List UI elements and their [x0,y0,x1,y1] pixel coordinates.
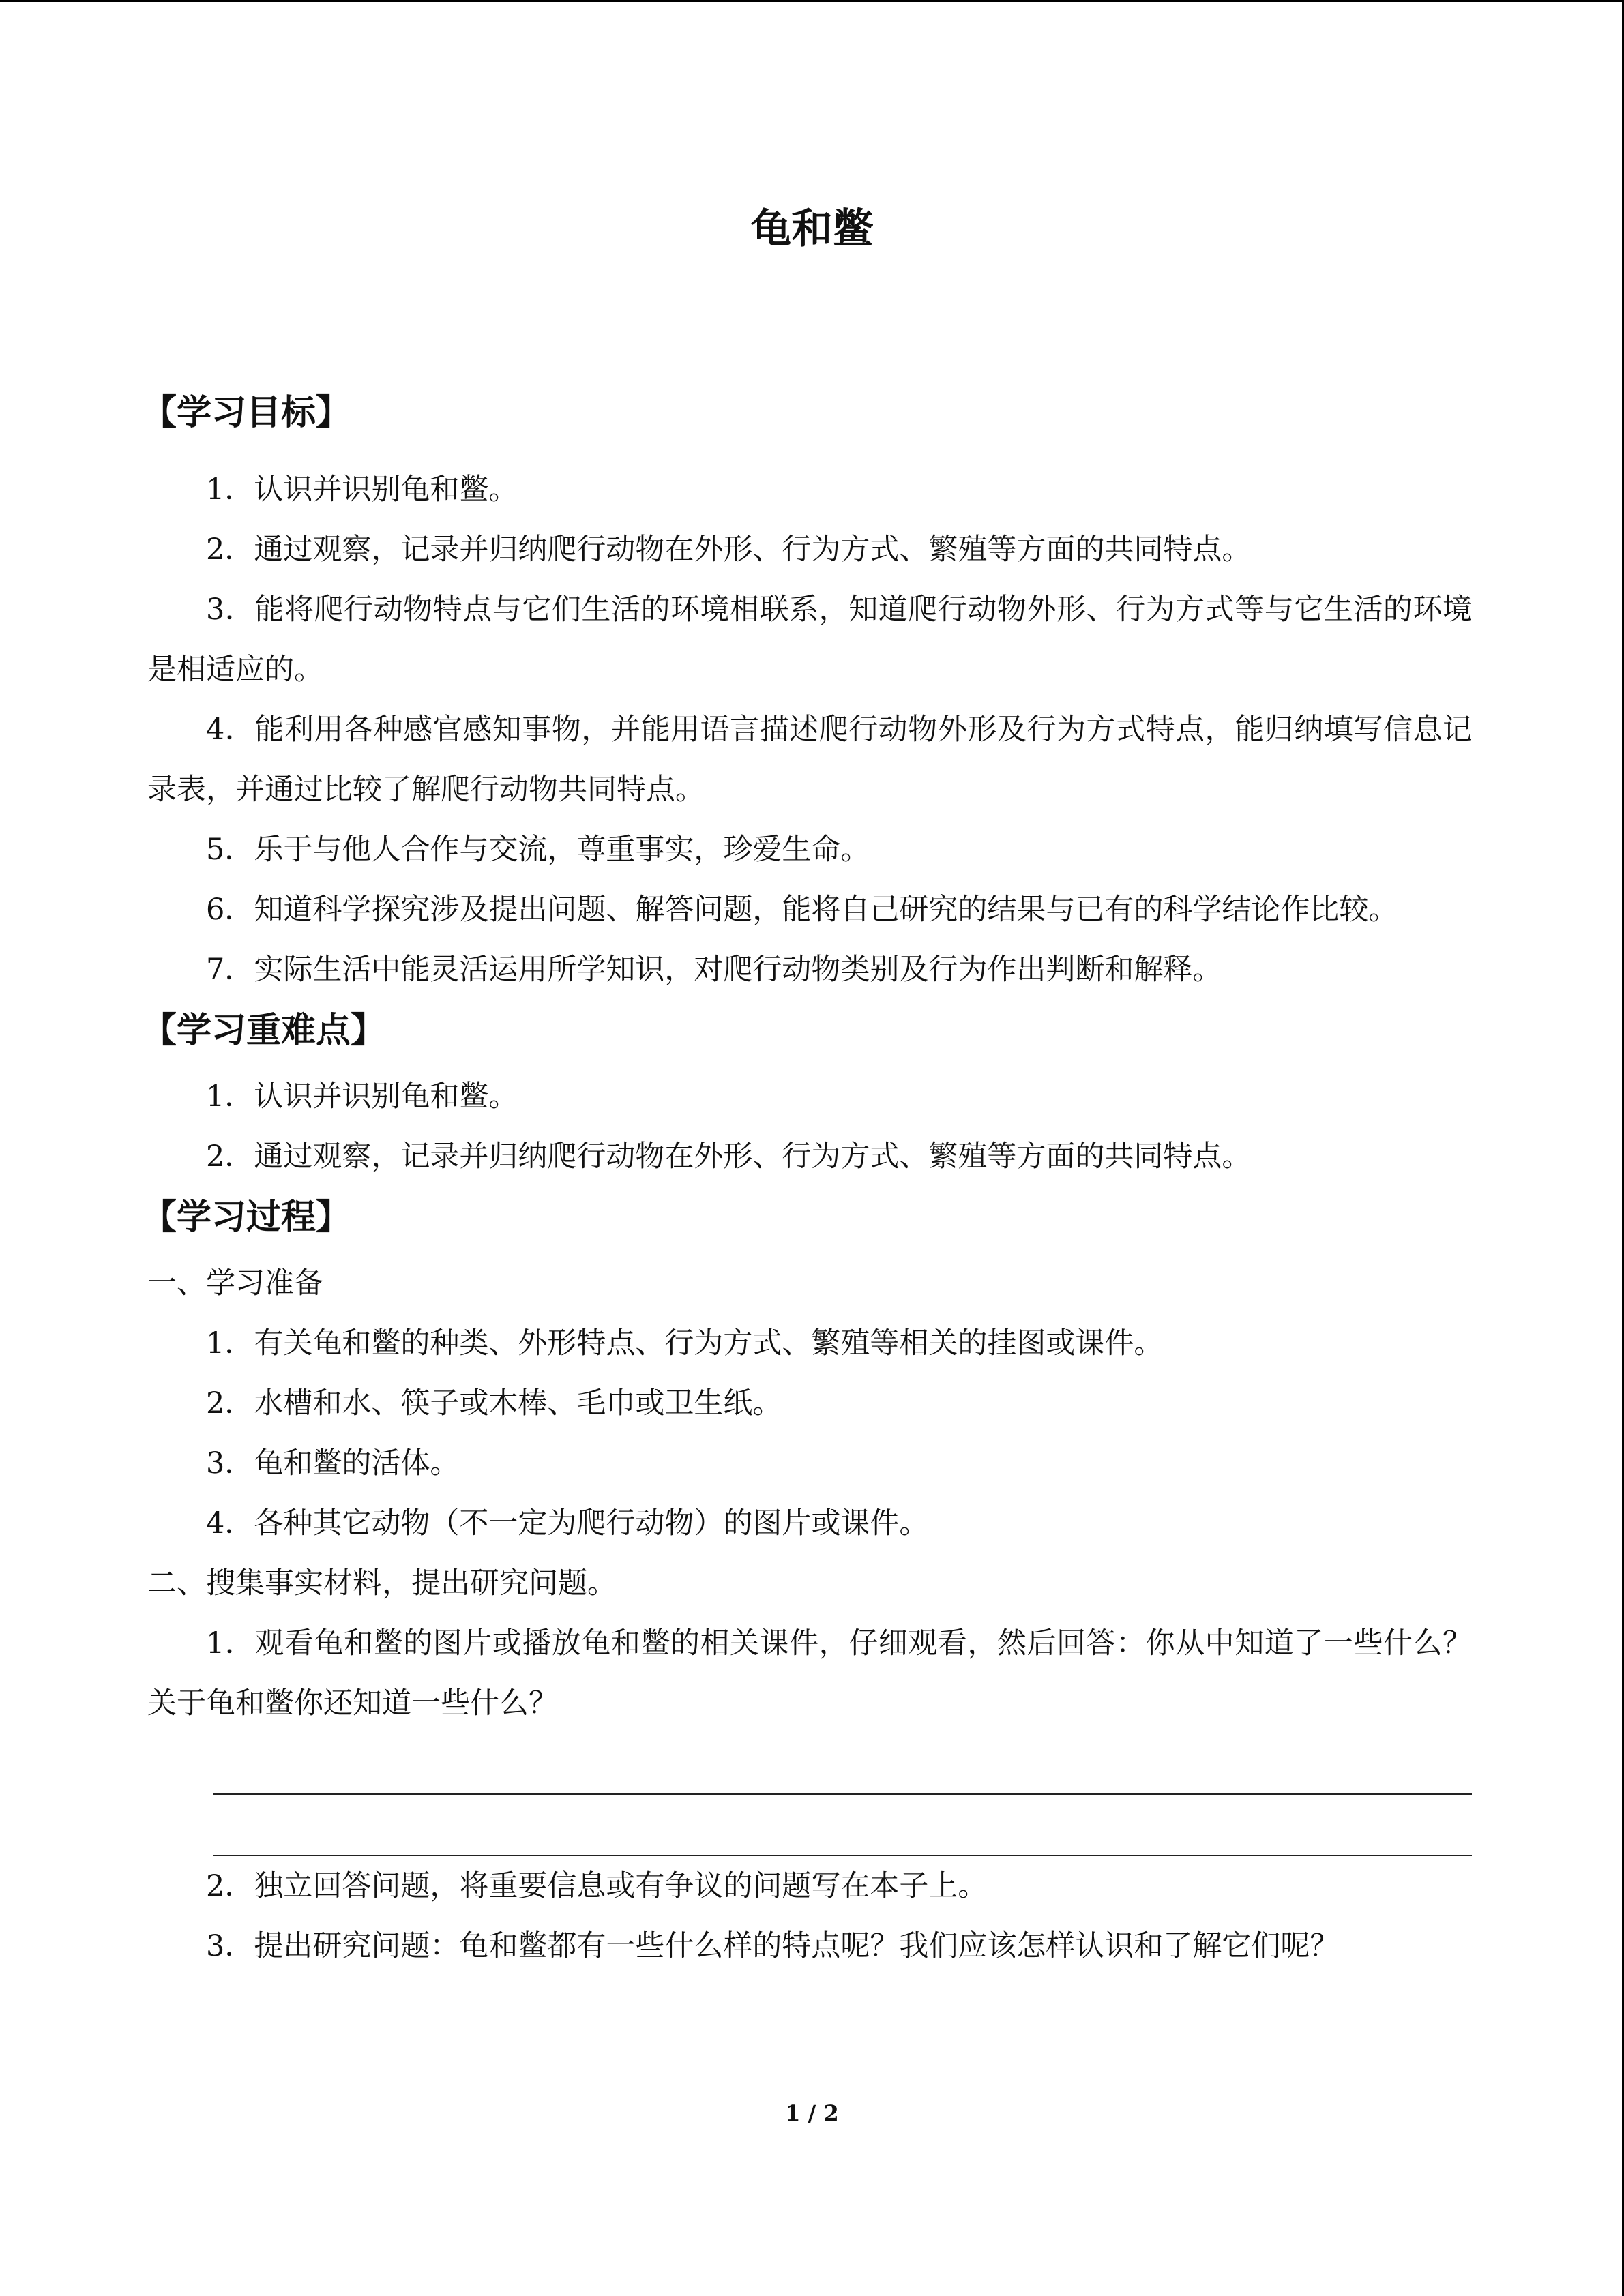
page-number: 1 / 2 [785,2100,839,2126]
objective-item: 3．能将爬行动物特点与它们生活的环境相联系，知道爬行动物外形、行为方式等与它生活的环境是相适应的。 [147,593,1472,687]
objective-item: 2．通过观察，记录并归纳爬行动物在外形、行为方式、繁殖等方面的共同特点。 [206,533,1252,567]
question-item: 3．提出研究问题：龟和鳖都有一些什么样的特点呢？我们应该怎样认识和了解它们呢？ [206,1929,1340,1963]
preparation-item: 1．有关龟和鳖的种类、外形特点、行为方式、繁殖等相关的挂图或课件。 [206,1326,1164,1360]
page-title: 龟和鳖 [750,205,874,253]
objective-item: 1．认识并识别龟和鳖。 [206,473,518,507]
section-heading-key-points: 【学习重难点】 [142,1010,386,1051]
preparation-item: 2．水槽和水、筷子或木棒、毛巾或卫生纸。 [206,1386,782,1420]
process-part-title: 一、学习准备 [147,1266,323,1300]
section-heading-objectives: 【学习目标】 [142,392,351,433]
question-item: 1．观看龟和鳖的图片或播放龟和鳖的相关课件，仔细观看，然后回答：你从中知道了一些什么？关于龟和鳖你还知道一些什么？ [147,1626,1472,1720]
key-point-item: 1．认识并识别龟和鳖。 [206,1079,518,1114]
question-item: 2．独立回答问题，将重要信息或有争议的问题写在本子上。 [206,1869,988,1903]
page-border-top [0,0,1624,2]
answer-line [213,1795,1472,1856]
objective-item: 5．乐于与他人合作与交流，尊重事实，珍爱生命。 [206,833,870,867]
process-part-title: 二、搜集事实材料，提出研究问题。 [147,1566,617,1600]
section-heading-process: 【学习过程】 [142,1197,351,1238]
objective-item: 7．实际生活中能灵活运用所学知识，对爬行动物类别及行为作出判断和解释。 [206,953,1222,987]
preparation-item: 3．龟和鳖的活体。 [206,1446,460,1480]
key-point-item: 2．通过观察，记录并归纳爬行动物在外形、行为方式、繁殖等方面的共同特点。 [206,1139,1252,1174]
preparation-item: 4．各种其它动物（不一定为爬行动物）的图片或课件。 [206,1506,929,1540]
objective-item: 6．知道科学探究涉及提出问题、解答问题，能将自己研究的结果与已有的科学结论作比较。 [206,893,1398,927]
objective-item: 4．能利用各种感官感知事物，并能用语言描述爬行动物外形及行为方式特点，能归纳填写信息记录表，并通过比较了解爬行动物共同特点。 [147,713,1472,807]
document-body [142,382,1472,1976]
answer-line [213,1733,1472,1795]
